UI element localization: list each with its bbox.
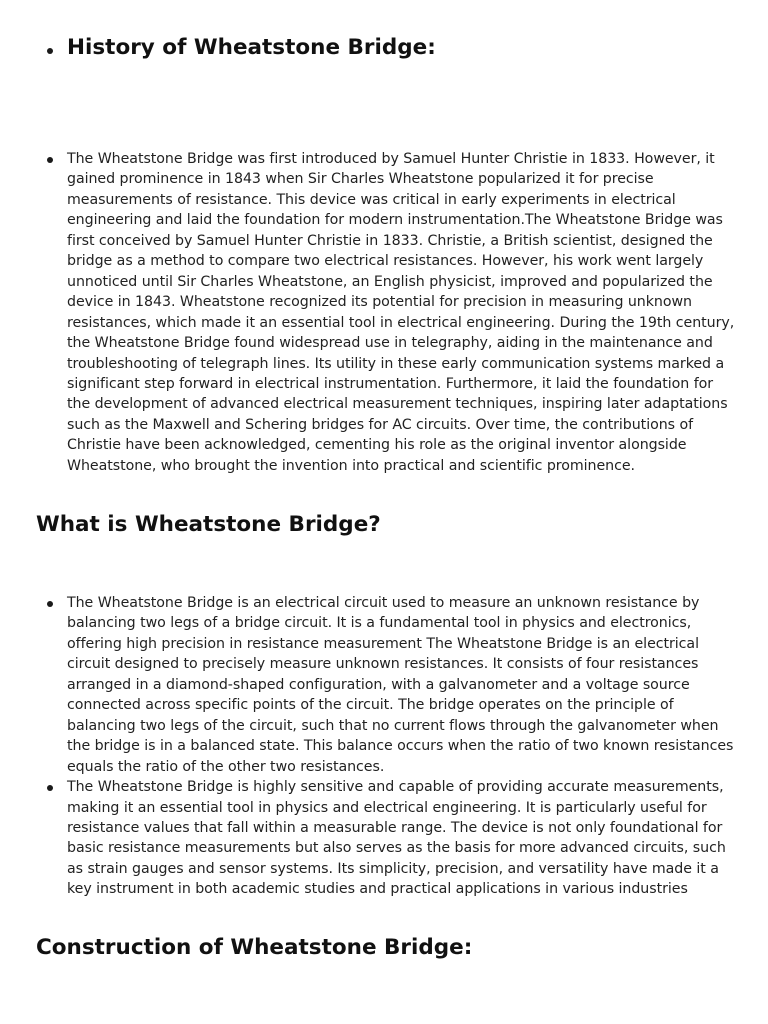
construction-heading: Construction of Wheatstone Bridge: (36, 935, 473, 960)
what-is-list (36, 593, 736, 900)
list-item (36, 149, 736, 476)
history-heading-item (36, 33, 736, 63)
history-list (36, 149, 736, 476)
list-item (36, 777, 736, 900)
what-is-heading: What is Wheatstone Bridge? (36, 512, 381, 537)
list-item (36, 593, 736, 777)
what-is-paragraph: The Wheatstone Bridge is highly sensitive and capable of providing accurate measurements, making it an essential tool in physics and electrical engineering. It is particularly useful for resistance values that fall within a measurable range. The device is not only foundational for basic resistance measurements but also serves as the basis for more advanced circuits, such as strain gauges and sensor systems. Its simplicity, precision, and versatility have made it a key instrument in both academic studies and practical applications in various industries (67, 779, 726, 898)
history-paragraph: The Wheatstone Bridge was first introduced by Samuel Hunter Christie in 1833. However, it gained prominence in 1843 when Sir Charles Wheatstone popularized it for precise measurements of resistance. This device was critical in early experiments in electrical engineering and laid the foundation for modern instrumentation.The Wheatstone Bridge was first conceived by Samuel Hunter Christie in 1833. Christie, a British scientist, designed the bridge as a method to compare two electrical resistances. However, his work went largely unnoticed until Sir Charles Wheatstone, an English physicist, improved and popularized the device in 1843. Wheatstone recognized its potential for precision in measuring unknown resistances, which made it an essential tool in electrical engineering. During the 19th century, the Wheatstone Bridge found widespread use in telegraphy, aiding in the maintenance and troubleshooting of telegraph lines. Its utility in these early communication systems marked a significant step forward in electrical instrumentation. Furthermore, it laid the foundation for the development of advanced electrical measurement techniques, inspiring later adaptations such as the Maxwell and Schering bridges for AC circuits. Over time, the contributions of Christie have been acknowledged, cementing his role as the original inventor alongside Wheatstone, who brought the invention into practical and scientific prominence. (67, 151, 735, 474)
what-is-paragraph: The Wheatstone Bridge is an electrical circuit used to measure an unknown resistance by balancing two legs of a bridge circuit. It is a fundamental tool in physics and electronics, offering high precision in resistance measurement The Wheatstone Bridge is an electrical circuit designed to precisely measure unknown resistances. It consists of four resistances arranged in a diamond-shaped configuration, with a galvanometer and a voltage source connected across specific points of the circuit. The bridge operates on the principle of balancing two legs of the circuit, such that no current flows through the galvanometer when the bridge is in a balanced state. This balance occurs when the ratio of two known resistances equals the ratio of the other two resistances. (67, 595, 734, 775)
history-heading: History of Wheatstone Bridge: (67, 35, 436, 60)
